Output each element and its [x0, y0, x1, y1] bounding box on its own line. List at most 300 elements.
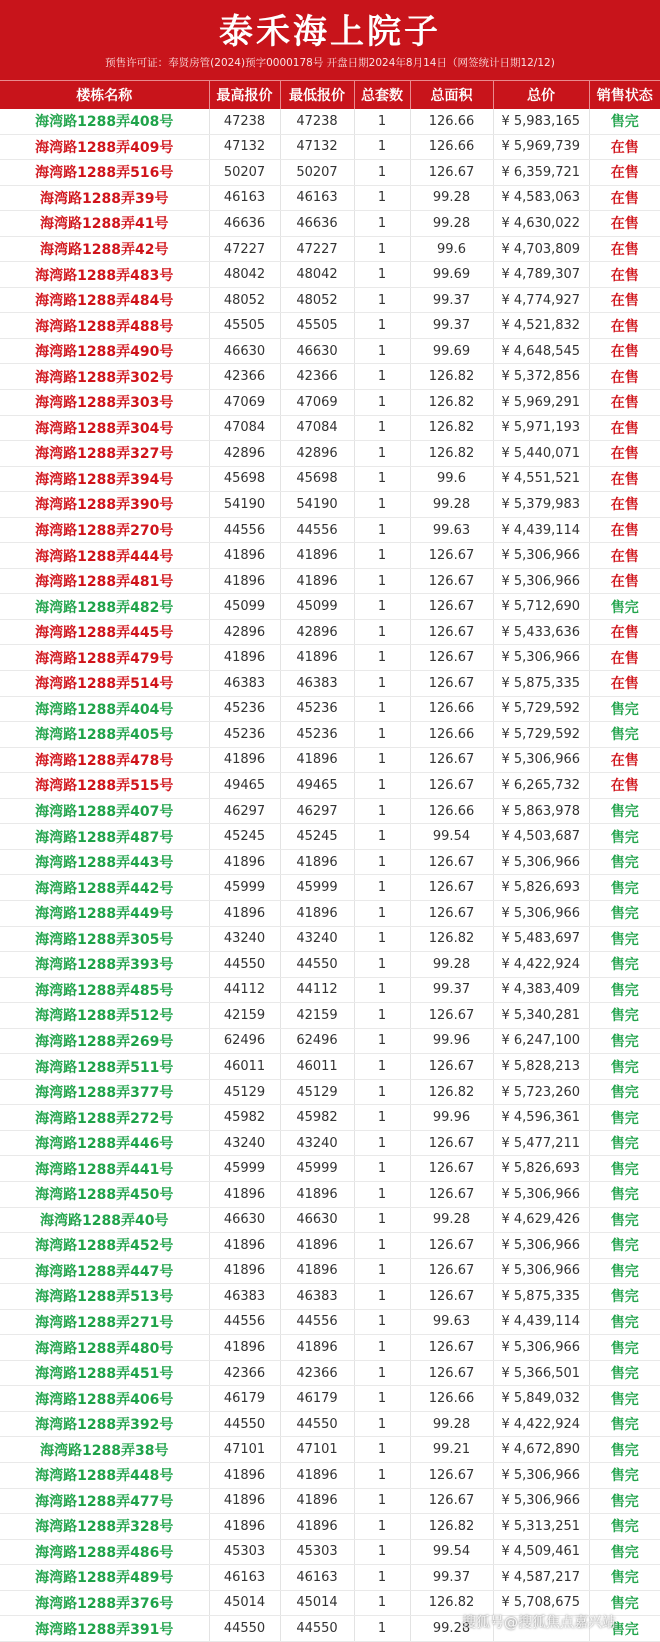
building-name: 海湾路1288弄445号 — [0, 619, 209, 645]
unit-count: 1 — [354, 517, 410, 543]
max-price: 46163 — [209, 1565, 280, 1591]
sales-status: 售完 — [589, 1054, 660, 1080]
min-price: 46297 — [280, 798, 354, 824]
total-area: 99.37 — [410, 977, 493, 1003]
table-row — [0, 1386, 660, 1412]
building-name: 海湾路1288弄489号 — [0, 1565, 209, 1591]
unit-count: 1 — [354, 109, 410, 134]
building-name: 海湾路1288弄484号 — [0, 287, 209, 313]
table-row — [0, 619, 660, 645]
unit-count: 1 — [354, 568, 410, 594]
total-area: 126.66 — [410, 798, 493, 824]
unit-count: 1 — [354, 926, 410, 952]
sales-status: 售完 — [589, 1462, 660, 1488]
sales-status: 在售 — [589, 236, 660, 262]
table-row — [0, 1437, 660, 1463]
min-price: 46636 — [280, 211, 354, 237]
table-row — [0, 1411, 660, 1437]
building-name: 海湾路1288弄485号 — [0, 977, 209, 1003]
table-row — [0, 645, 660, 671]
building-name: 海湾路1288弄269号 — [0, 1028, 209, 1054]
building-name: 海湾路1288弄443号 — [0, 849, 209, 875]
building-name: 海湾路1288弄451号 — [0, 1360, 209, 1386]
building-name: 海湾路1288弄408号 — [0, 109, 209, 134]
table-row — [0, 492, 660, 518]
min-price: 41896 — [280, 1514, 354, 1540]
unit-count: 1 — [354, 1054, 410, 1080]
total-price: ¥ 4,648,545 — [493, 338, 589, 364]
table-row — [0, 952, 660, 978]
unit-count: 1 — [354, 1335, 410, 1361]
building-name: 海湾路1288弄270号 — [0, 517, 209, 543]
max-price: 41896 — [209, 1335, 280, 1361]
table-row — [0, 160, 660, 186]
max-price: 47132 — [209, 134, 280, 160]
unit-count: 1 — [354, 1488, 410, 1514]
unit-count: 1 — [354, 747, 410, 773]
max-price: 50207 — [209, 160, 280, 186]
max-price: 41896 — [209, 543, 280, 569]
max-price: 45303 — [209, 1539, 280, 1565]
sales-status: 售完 — [589, 1079, 660, 1105]
total-area: 99.6 — [410, 466, 493, 492]
total-price: ¥ 5,712,690 — [493, 594, 589, 620]
total-price: ¥ 5,306,966 — [493, 568, 589, 594]
min-price: 42896 — [280, 441, 354, 467]
table-row — [0, 1028, 660, 1054]
building-name: 海湾路1288弄515号 — [0, 773, 209, 799]
total-price: ¥ 5,875,335 — [493, 671, 589, 697]
total-area: 126.67 — [410, 900, 493, 926]
table-row — [0, 134, 660, 160]
max-price: 41896 — [209, 568, 280, 594]
unit-count: 1 — [354, 1360, 410, 1386]
unit-count: 1 — [354, 415, 410, 441]
unit-count: 1 — [354, 1258, 410, 1284]
unit-count: 1 — [354, 977, 410, 1003]
max-price: 41896 — [209, 1258, 280, 1284]
unit-count: 1 — [354, 645, 410, 671]
unit-count: 1 — [354, 952, 410, 978]
col-header-min-price: 最低报价 — [280, 81, 354, 110]
min-price: 45236 — [280, 696, 354, 722]
max-price: 46383 — [209, 671, 280, 697]
max-price: 46636 — [209, 211, 280, 237]
sales-status: 售完 — [589, 109, 660, 134]
total-price: ¥ 5,723,260 — [493, 1079, 589, 1105]
col-header-area: 总面积 — [410, 81, 493, 110]
sales-status: 售完 — [589, 900, 660, 926]
total-price: ¥ 4,672,890 — [493, 1437, 589, 1463]
min-price: 48042 — [280, 262, 354, 288]
building-name: 海湾路1288弄391号 — [0, 1616, 209, 1642]
unit-count: 1 — [354, 824, 410, 850]
total-price: ¥ 5,372,856 — [493, 364, 589, 390]
total-price: ¥ 5,313,251 — [493, 1514, 589, 1540]
unit-count: 1 — [354, 619, 410, 645]
min-price: 41896 — [280, 1335, 354, 1361]
total-area: 99.21 — [410, 1437, 493, 1463]
min-price: 44550 — [280, 1616, 354, 1642]
building-name: 海湾路1288弄480号 — [0, 1335, 209, 1361]
max-price: 43240 — [209, 926, 280, 952]
total-area: 99.63 — [410, 1309, 493, 1335]
table-row — [0, 1335, 660, 1361]
sales-status: 在售 — [589, 262, 660, 288]
building-name: 海湾路1288弄486号 — [0, 1539, 209, 1565]
building-name: 海湾路1288弄490号 — [0, 338, 209, 364]
min-price: 45129 — [280, 1079, 354, 1105]
total-price: ¥ 4,583,063 — [493, 185, 589, 211]
sales-status: 售完 — [589, 722, 660, 748]
sales-status: 售完 — [589, 1386, 660, 1412]
max-price: 42896 — [209, 619, 280, 645]
total-area: 99.28 — [410, 952, 493, 978]
total-area: 126.67 — [410, 1130, 493, 1156]
min-price: 49465 — [280, 773, 354, 799]
unit-count: 1 — [354, 543, 410, 569]
total-price: ¥ 4,422,924 — [493, 1411, 589, 1437]
min-price: 48052 — [280, 287, 354, 313]
min-price: 41896 — [280, 849, 354, 875]
building-name: 海湾路1288弄406号 — [0, 1386, 209, 1412]
sales-status: 售完 — [589, 1539, 660, 1565]
min-price: 41896 — [280, 1488, 354, 1514]
header-banner — [0, 0, 660, 80]
min-price: 41896 — [280, 1258, 354, 1284]
total-price: ¥ 5,983,165 — [493, 109, 589, 134]
min-price: 42159 — [280, 1003, 354, 1029]
total-price: ¥ 5,306,966 — [493, 1462, 589, 1488]
total-price: ¥ 5,969,739 — [493, 134, 589, 160]
total-area: 99.28 — [410, 492, 493, 518]
building-name: 海湾路1288弄444号 — [0, 543, 209, 569]
building-name: 海湾路1288弄39号 — [0, 185, 209, 211]
table-row — [0, 1130, 660, 1156]
total-price: ¥ 5,969,291 — [493, 390, 589, 416]
max-price: 47069 — [209, 390, 280, 416]
unit-count: 1 — [354, 1590, 410, 1616]
unit-count: 1 — [354, 134, 410, 160]
min-price: 45982 — [280, 1105, 354, 1131]
building-name: 海湾路1288弄446号 — [0, 1130, 209, 1156]
unit-count: 1 — [354, 492, 410, 518]
table-row — [0, 1258, 660, 1284]
total-price: ¥ 4,422,924 — [493, 952, 589, 978]
max-price: 48052 — [209, 287, 280, 313]
min-price: 46630 — [280, 1207, 354, 1233]
max-price: 41896 — [209, 645, 280, 671]
total-area: 126.82 — [410, 364, 493, 390]
total-price: ¥ 6,265,732 — [493, 773, 589, 799]
sales-status: 在售 — [589, 619, 660, 645]
total-price: ¥ 4,551,521 — [493, 466, 589, 492]
max-price: 45698 — [209, 466, 280, 492]
min-price: 47101 — [280, 1437, 354, 1463]
sales-status: 售完 — [589, 1284, 660, 1310]
table-row — [0, 1360, 660, 1386]
max-price: 44550 — [209, 1411, 280, 1437]
min-price: 41896 — [280, 568, 354, 594]
total-price: ¥ 4,439,114 — [493, 1309, 589, 1335]
max-price: 48042 — [209, 262, 280, 288]
sales-status: 在售 — [589, 492, 660, 518]
unit-count: 1 — [354, 1233, 410, 1259]
total-price: ¥ 5,483,697 — [493, 926, 589, 952]
total-area: 99.28 — [410, 1616, 493, 1642]
building-name: 海湾路1288弄450号 — [0, 1181, 209, 1207]
max-price: 46011 — [209, 1054, 280, 1080]
sales-status: 在售 — [589, 415, 660, 441]
table-row — [0, 109, 660, 134]
table-row — [0, 338, 660, 364]
sales-status: 售完 — [589, 1207, 660, 1233]
table-row — [0, 1309, 660, 1335]
building-name: 海湾路1288弄305号 — [0, 926, 209, 952]
total-area: 126.67 — [410, 1488, 493, 1514]
total-area: 126.67 — [410, 1003, 493, 1029]
table-row — [0, 1565, 660, 1591]
max-price: 45982 — [209, 1105, 280, 1131]
total-price: ¥ 5,826,693 — [493, 875, 589, 901]
total-price: ¥ 4,503,687 — [493, 824, 589, 850]
table-row — [0, 1003, 660, 1029]
total-area: 126.67 — [410, 543, 493, 569]
unit-count: 1 — [354, 338, 410, 364]
max-price: 47084 — [209, 415, 280, 441]
building-name: 海湾路1288弄404号 — [0, 696, 209, 722]
min-price: 41896 — [280, 1233, 354, 1259]
total-price: ¥ 4,383,409 — [493, 977, 589, 1003]
sales-status: 在售 — [589, 338, 660, 364]
total-area: 126.66 — [410, 722, 493, 748]
max-price: 45236 — [209, 722, 280, 748]
total-price: ¥ 4,630,022 — [493, 211, 589, 237]
total-price: ¥ 5,729,592 — [493, 696, 589, 722]
total-area: 126.66 — [410, 134, 493, 160]
total-area: 99.96 — [410, 1105, 493, 1131]
total-area: 126.67 — [410, 1462, 493, 1488]
total-area: 126.66 — [410, 1386, 493, 1412]
total-price: ¥ 5,863,978 — [493, 798, 589, 824]
sales-status: 售完 — [589, 1335, 660, 1361]
unit-count: 1 — [354, 1514, 410, 1540]
total-area: 99.28 — [410, 1411, 493, 1437]
total-area: 126.67 — [410, 1233, 493, 1259]
unit-count: 1 — [354, 1411, 410, 1437]
table-row — [0, 1462, 660, 1488]
building-name: 海湾路1288弄303号 — [0, 390, 209, 416]
sales-status: 售完 — [589, 952, 660, 978]
building-name: 海湾路1288弄390号 — [0, 492, 209, 518]
building-name: 海湾路1288弄327号 — [0, 441, 209, 467]
building-name: 海湾路1288弄304号 — [0, 415, 209, 441]
max-price: 45129 — [209, 1079, 280, 1105]
page-title: 泰禾海上院子 — [219, 12, 441, 52]
building-name: 海湾路1288弄41号 — [0, 211, 209, 237]
max-price: 46383 — [209, 1284, 280, 1310]
unit-count: 1 — [354, 849, 410, 875]
max-price: 45245 — [209, 824, 280, 850]
sales-status: 售完 — [589, 1514, 660, 1540]
max-price: 47227 — [209, 236, 280, 262]
table-row — [0, 722, 660, 748]
building-name: 海湾路1288弄488号 — [0, 313, 209, 339]
min-price: 44112 — [280, 977, 354, 1003]
max-price: 46163 — [209, 185, 280, 211]
max-price: 41896 — [209, 1488, 280, 1514]
max-price: 41896 — [209, 747, 280, 773]
building-name: 海湾路1288弄272号 — [0, 1105, 209, 1131]
col-header-status: 销售状态 — [589, 81, 660, 110]
table-row — [0, 441, 660, 467]
total-area: 126.82 — [410, 926, 493, 952]
max-price: 41896 — [209, 1514, 280, 1540]
total-area: 126.67 — [410, 671, 493, 697]
building-name: 海湾路1288弄482号 — [0, 594, 209, 620]
total-area: 99.37 — [410, 313, 493, 339]
total-price: ¥ 5,433,636 — [493, 619, 589, 645]
unit-count: 1 — [354, 1616, 410, 1642]
min-price: 46163 — [280, 185, 354, 211]
min-price: 45303 — [280, 1539, 354, 1565]
total-area: 126.66 — [410, 109, 493, 134]
sales-status: 在售 — [589, 134, 660, 160]
max-price: 46630 — [209, 338, 280, 364]
building-name: 海湾路1288弄447号 — [0, 1258, 209, 1284]
max-price: 44112 — [209, 977, 280, 1003]
max-price: 46179 — [209, 1386, 280, 1412]
total-area: 126.66 — [410, 696, 493, 722]
max-price: 46630 — [209, 1207, 280, 1233]
max-price: 54190 — [209, 492, 280, 518]
total-area: 126.82 — [410, 1514, 493, 1540]
unit-count: 1 — [354, 1309, 410, 1335]
unit-count: 1 — [354, 900, 410, 926]
unit-count: 1 — [354, 441, 410, 467]
building-name: 海湾路1288弄407号 — [0, 798, 209, 824]
sales-status: 售完 — [589, 1565, 660, 1591]
building-name: 海湾路1288弄452号 — [0, 1233, 209, 1259]
total-price: ¥ 5,440,071 — [493, 441, 589, 467]
table-row — [0, 875, 660, 901]
unit-count: 1 — [354, 1386, 410, 1412]
total-area: 126.67 — [410, 645, 493, 671]
total-area: 126.67 — [410, 568, 493, 594]
total-price: ¥ 5,306,966 — [493, 1335, 589, 1361]
min-price: 41896 — [280, 1181, 354, 1207]
min-price: 54190 — [280, 492, 354, 518]
max-price: 45999 — [209, 875, 280, 901]
total-area: 99.6 — [410, 236, 493, 262]
table-row — [0, 287, 660, 313]
table-row — [0, 1079, 660, 1105]
total-price: ¥ 5,306,966 — [493, 1258, 589, 1284]
total-area: 126.67 — [410, 747, 493, 773]
total-area: 126.67 — [410, 1054, 493, 1080]
sales-status: 售完 — [589, 1233, 660, 1259]
total-price: ¥ 5,875,335 — [493, 1284, 589, 1310]
total-price: ¥ 5,306,966 — [493, 1181, 589, 1207]
sales-status: 售完 — [589, 1028, 660, 1054]
total-price: ¥ 5,306,966 — [493, 1233, 589, 1259]
building-name: 海湾路1288弄302号 — [0, 364, 209, 390]
total-price: ¥ 4,521,832 — [493, 313, 589, 339]
total-area: 126.82 — [410, 1079, 493, 1105]
total-price: ¥ 6,359,721 — [493, 160, 589, 186]
building-name: 海湾路1288弄442号 — [0, 875, 209, 901]
max-price: 42366 — [209, 1360, 280, 1386]
max-price: 44550 — [209, 1616, 280, 1642]
table-row — [0, 849, 660, 875]
max-price: 42159 — [209, 1003, 280, 1029]
sales-status: 售完 — [589, 1156, 660, 1182]
total-price: ¥ 4,587,217 — [493, 1565, 589, 1591]
table-row — [0, 977, 660, 1003]
sales-status: 售完 — [589, 696, 660, 722]
unit-count: 1 — [354, 696, 410, 722]
unit-count: 1 — [354, 185, 410, 211]
total-price: ¥ 5,828,213 — [493, 1054, 589, 1080]
table-row — [0, 798, 660, 824]
building-name: 海湾路1288弄477号 — [0, 1488, 209, 1514]
total-area: 99.63 — [410, 517, 493, 543]
sales-status: 在售 — [589, 543, 660, 569]
min-price: 43240 — [280, 926, 354, 952]
building-name: 海湾路1288弄516号 — [0, 160, 209, 186]
sales-status: 在售 — [589, 747, 660, 773]
total-area: 99.37 — [410, 1565, 493, 1591]
table-row — [0, 568, 660, 594]
table-row — [0, 1284, 660, 1310]
unit-count: 1 — [354, 1105, 410, 1131]
sales-status: 在售 — [589, 645, 660, 671]
unit-count: 1 — [354, 160, 410, 186]
sales-status: 在售 — [589, 287, 660, 313]
unit-count: 1 — [354, 390, 410, 416]
total-price: ¥ 4,774,927 — [493, 287, 589, 313]
total-area: 99.37 — [410, 287, 493, 313]
sales-status: 在售 — [589, 185, 660, 211]
total-area: 126.82 — [410, 441, 493, 467]
building-name: 海湾路1288弄478号 — [0, 747, 209, 773]
max-price: 45999 — [209, 1156, 280, 1182]
sales-status: 在售 — [589, 568, 660, 594]
total-area: 99.28 — [410, 211, 493, 237]
unit-count: 1 — [354, 1181, 410, 1207]
total-area: 99.96 — [410, 1028, 493, 1054]
unit-count: 1 — [354, 671, 410, 697]
unit-count: 1 — [354, 594, 410, 620]
table-row — [0, 671, 660, 697]
building-name: 海湾路1288弄514号 — [0, 671, 209, 697]
max-price: 49465 — [209, 773, 280, 799]
total-area: 99.28 — [410, 185, 493, 211]
sales-status: 售完 — [589, 798, 660, 824]
total-price: ¥ 4,509,461 — [493, 1539, 589, 1565]
table-header-row — [0, 81, 660, 110]
total-price: ¥ 5,306,966 — [493, 645, 589, 671]
total-price: ¥ 5,306,966 — [493, 849, 589, 875]
building-name: 海湾路1288弄405号 — [0, 722, 209, 748]
unit-count: 1 — [354, 1079, 410, 1105]
max-price: 41896 — [209, 1181, 280, 1207]
max-price: 62496 — [209, 1028, 280, 1054]
building-name: 海湾路1288弄449号 — [0, 900, 209, 926]
min-price: 43240 — [280, 1130, 354, 1156]
unit-count: 1 — [354, 236, 410, 262]
min-price: 46179 — [280, 1386, 354, 1412]
